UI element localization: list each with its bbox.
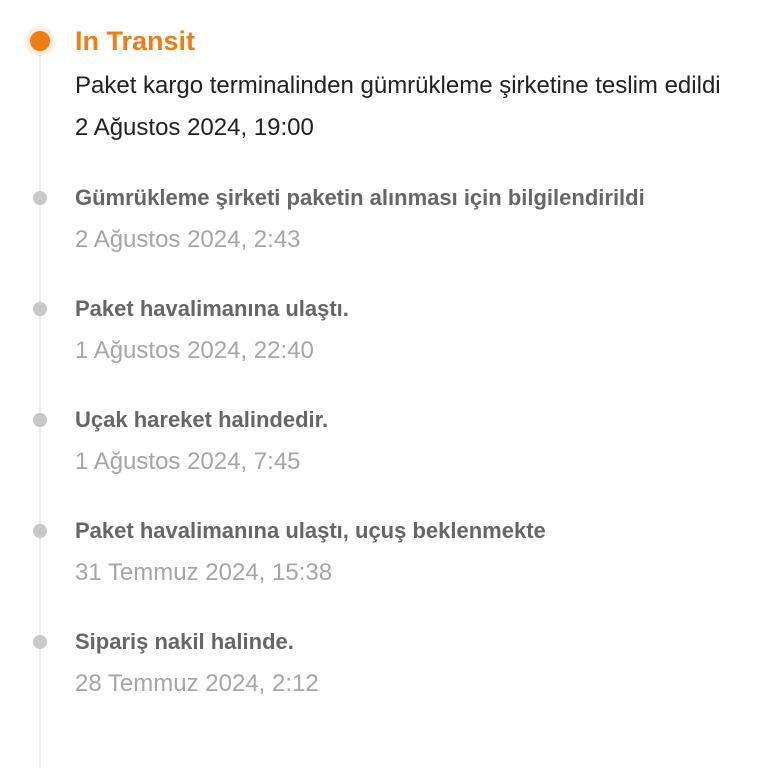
event-title: Sipariş nakil halinde. bbox=[75, 629, 294, 654]
past-status-dot-icon bbox=[33, 524, 47, 538]
timeline-item bbox=[24, 404, 758, 478]
event-title: Paket havalimanına ulaştı. bbox=[75, 296, 349, 321]
active-status-dot-icon bbox=[30, 31, 50, 51]
event-date: 31 Temmuz 2024, 15:38 bbox=[75, 559, 333, 586]
past-status-dot-icon bbox=[33, 302, 47, 316]
past-status-dot-icon bbox=[33, 191, 47, 205]
event-title: Paket havalimanına ulaştı, uçuş beklenmekte bbox=[75, 518, 546, 543]
timeline-item bbox=[24, 626, 758, 700]
event-title: Uçak hareket halindedir. bbox=[75, 407, 329, 432]
current-status-label: In Transit bbox=[75, 26, 196, 56]
event-date: 28 Temmuz 2024, 2:12 bbox=[75, 670, 319, 697]
event-title: Gümrükleme şirketi paketin alınması için bilgilendirildi bbox=[75, 185, 645, 210]
past-status-dot-icon bbox=[33, 635, 47, 649]
event-date: 1 Ağustos 2024, 7:45 bbox=[75, 448, 301, 475]
timeline-item bbox=[24, 515, 758, 589]
timeline-item-current bbox=[24, 24, 758, 144]
timeline-item bbox=[24, 293, 758, 367]
timeline-item bbox=[24, 182, 758, 256]
past-status-dot-icon bbox=[33, 413, 47, 427]
event-date: 2 Ağustos 2024, 2:43 bbox=[75, 226, 301, 253]
current-status-date: 2 Ağustos 2024, 19:00 bbox=[75, 114, 314, 141]
event-date: 1 Ağustos 2024, 22:40 bbox=[75, 337, 314, 364]
current-status-description: Paket kargo terminalinden gümrükleme şirketine teslim edildi bbox=[75, 72, 721, 99]
